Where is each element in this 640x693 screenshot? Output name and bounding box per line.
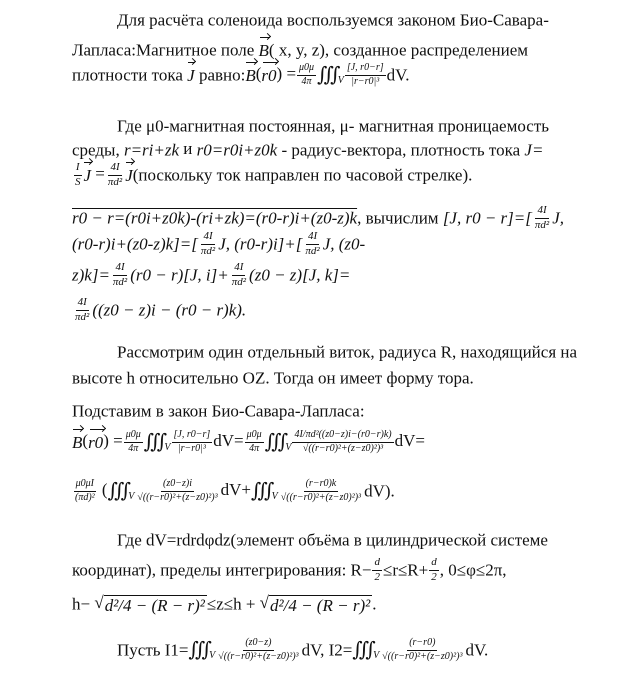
cross-fraction: $\frac{[J, r0-r]}{\text{|r−r0|³}}$ xyxy=(346,62,384,87)
paragraph-1-line-2: Лапласа:Магнитное поле B( x, y, z), созданное распределением xyxy=(72,40,528,60)
paragraph-2-line-1: Где μ0-магнитная постоянная, μ- магнитная проницаемость xyxy=(117,116,550,136)
paragraph-3-line-3: z)k]= $\frac{4I}{\text{πd²}}$ (r0 − r)[J, i]+ $\frac{4I}{\text{πd²}}$ (z0 − z)[J, k]= xyxy=(72,261,351,288)
paragraph-5-line-1: Подставим в закон Био-Савара-Лапласа: xyxy=(72,401,365,421)
paragraph-3-line-4: $\frac{4I}{\text{πd²}}$ ((z0 − z)i − (r0 − r)k). xyxy=(75,296,247,323)
paragraph-2-line-3: $\frac{I}{S}$ J = $\frac{4I}{\text{πd²}}$ J(поскольку ток направлен по часовой стрелке). xyxy=(75,161,473,188)
biot-savart-line-2: $\frac{\mu 0\mu I}{\text{(πd)²}}$ ($∭_V$ $\frac{(z0-z)i}{\text{√((r−r0)²+(z−z0)²)³}}$ $dV+∭_V$ $\frac{(r-r0)k}{\text{√((r−r0)²+(z−z0)²)³}}$ dV). xyxy=(75,478,395,503)
paragraph-6-line-3: h− √d²/4 − (R − r)² ≤z≤h + √d²/4 − (R − r)² . xyxy=(72,593,377,615)
paragraph-1-line-3: плотности тока J равно:B(r0) = $\frac{\mu 0\mu}{4\pi}$ $∭_V$ $\frac{[J, r0-r]}{\text{|r−r0|³}}$ dV. xyxy=(72,62,410,87)
paragraph-6-line-1: Где dV=rdrdφdz(элемент объёма в цилиндрической системе xyxy=(117,530,548,550)
mu-fraction: $\frac{\mu 0\mu}{4\pi}$ xyxy=(299,62,315,87)
paragraph-2-line-2: среды, r=ri+zk и r0=r0i+z0k - радиус-вектора, плотность тока J= xyxy=(72,139,544,160)
paragraph-4-line-1: Рассмотрим один отдельный виток, радиуса R, находящийся на xyxy=(117,342,578,362)
paragraph-4-line-2: высоте h относительно OZ. Тогда он имеет форму тора. xyxy=(72,368,474,388)
paragraph-1-line-1: Для расчёта соленоида воспользуемся законом Био-Савара- xyxy=(117,10,549,30)
biot-savart-line-1: B(r0) = $\frac{\mu 0\mu}{4\pi}$ $∭_V$ $\frac{[J, r0-r]}{\text{|r−r0|³}}$ dV= $\frac{\mu 0\mu}{4\pi}$ $∭_V$ $\frac{\text{4I/πd²((z0−z)i−(r0−r)k)}}{\text{√((r−r0)²+(z−z0)²)³}}$ dV= xyxy=(72,429,425,454)
paragraph-7-line-1: Пусть $I1=∭_V$ $\frac{(z0-z)}{\text{√((r−r0)²+(z−z0)²)³}}$ dV, $I2=∭_V$ $\frac{(r-r0)}{\text{√((r−r0)²+(z−z0)²)³}}$ dV. xyxy=(117,637,489,662)
paragraph-3-line-2: (r0-r)i+(z0-z)k]=[ $\frac{4I}{\text{πd²}}$ J, (r0-r)i]+[ $\frac{4I}{\text{πd²}}$ J, (z0- xyxy=(72,230,366,257)
paragraph-6-line-2: координат), пределы интегрирования: R− $\frac{d}{2}$ ≤r≤R+ $\frac{d}{2}$ , 0≤φ≤2π, xyxy=(72,556,507,583)
paragraph-3-line-1: r0 − r=(r0i+z0k)-(ri+zk)=(r0-r)i+(z0-z)k, вычислим [J, r0 − r]=[ $\frac{4I}{\text{πd²}}$ J, xyxy=(72,204,564,231)
